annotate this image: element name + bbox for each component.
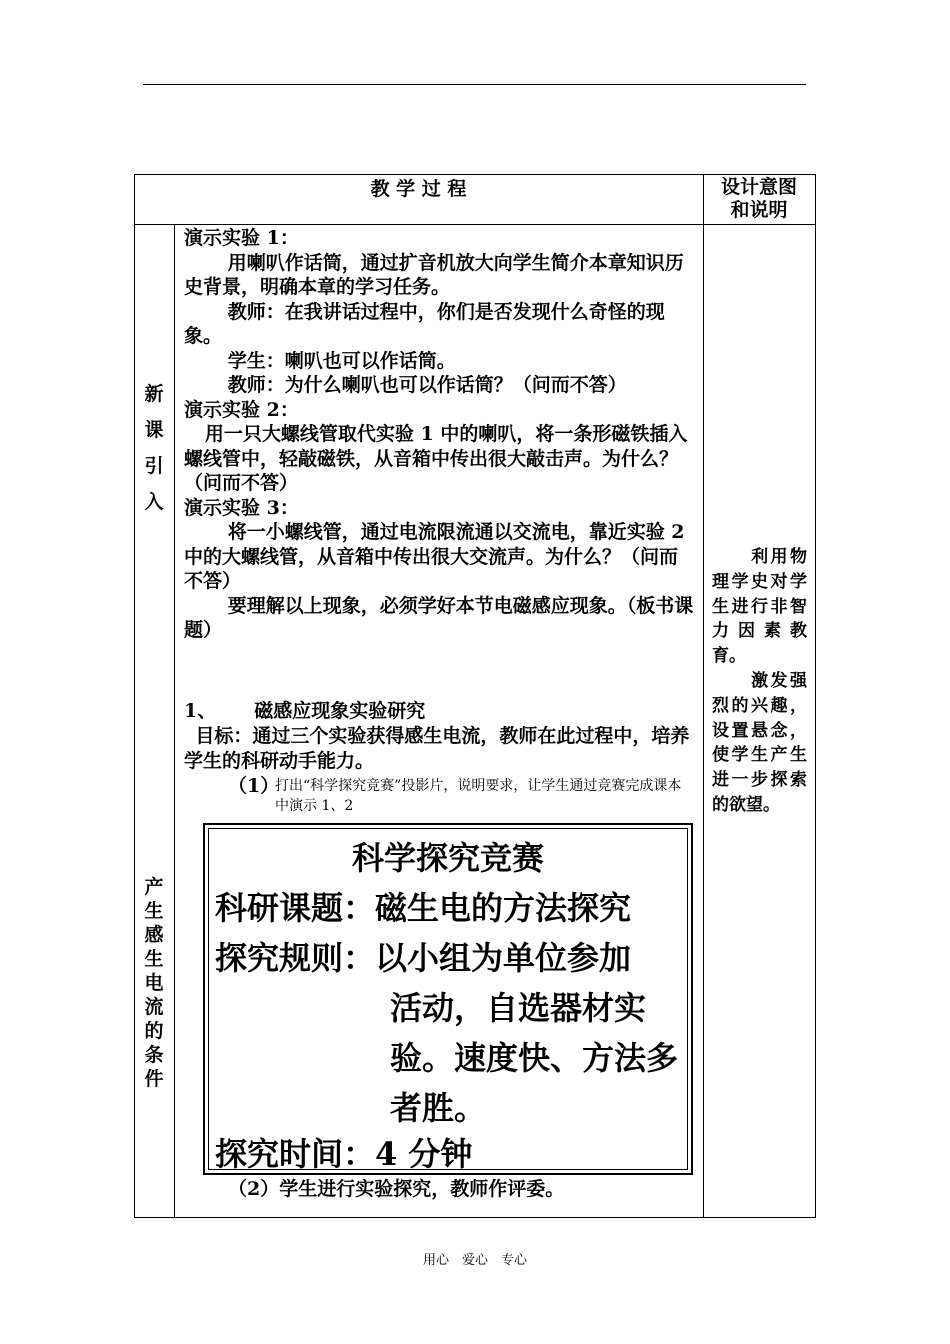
step1-label: （1） [228, 775, 280, 797]
contest-rules-line-1: 探究规则：以小组为单位参加 [215, 939, 632, 977]
contest-rules-line-2: 活动，自选器材实 [390, 989, 647, 1027]
section-label-intro: 新 课 引 入 [144, 383, 164, 513]
contest-time: 探究时间：4 分钟 [215, 1135, 473, 1173]
contest-rules-line-4: 者胜。 [390, 1089, 487, 1127]
demo1-title: 演示实验 1： [184, 227, 299, 249]
section1-number: 1、 [184, 700, 217, 722]
demo1-teacher-question: 教师：在我讲话过程中，你们是否发现什么奇怪的现象。 [184, 300, 665, 347]
step1-text: 打出“科学探究竞赛”投影片，说明要求，让学生通过竞赛完成课本中演示 1、2 [275, 778, 682, 814]
design-header-line-2: 和说明 [730, 199, 788, 221]
page-footer: 用心 爱心 专心 [422, 1253, 527, 1268]
demo1-teacher-followup: 教师：为什么喇叭也可以作话筒？（问而不答） [227, 374, 627, 396]
design-note-para-1: 利用物理学史对学生进行非智力因素教育。 [712, 547, 807, 667]
summary-text: 要理解以上现象，必须学好本节电磁感应现象。（板书课题） [184, 594, 694, 641]
section-label-condition: 产 生 感 生 电 流 的 条 件 [144, 876, 164, 1090]
step2-text: （2）学生进行实验探究，教师作评委。 [228, 1178, 565, 1200]
process-header [134, 176, 703, 222]
design-note-para-2: 激发强烈的兴趣，设置悬念，使学生产生进一步探索的欲望。 [712, 670, 807, 815]
lesson-content [184, 226, 696, 643]
design-header [703, 176, 815, 222]
goal-text: 目标：通过三个实验获得感生电流，教师在此过程中，培养学生的科研动手能力。 [184, 725, 690, 772]
page-header-rule [143, 84, 806, 85]
contest-title: 科学探究竞赛 [351, 839, 544, 877]
design-note [712, 545, 807, 818]
demo1-student-answer: 学生：喇叭也可以作话筒。 [227, 349, 456, 372]
process-header-title: 教 学 过 程 [370, 178, 467, 200]
section1-heading [184, 699, 696, 724]
contest-topic: 科研课题：磁生电的方法探究 [215, 889, 632, 927]
section1-title: 磁感应现象实验研究 [254, 700, 426, 722]
demo3-text: 将一小螺线管，通过电流限流通以交流电，靠近实验 2 中的大螺线管，从音箱中传出很大交流声。为什么？（问而不答） [184, 521, 685, 592]
demo2-text: 用一只大螺线管取代实验 1 中的喇叭，将一条形磁铁插入螺线管中，轻敲磁铁，从音箱中传出很大敲击声。为什么？（问而不答） [184, 423, 688, 494]
demo2-title: 演示实验 2： [184, 398, 299, 421]
contest-rules-line-3: 验。速度快、方法多 [390, 1039, 679, 1077]
demo1-text: 用喇叭作话筒，通过扩音机放大向学生简介本章知识历史背景，明确本章的学习任务。 [184, 251, 684, 298]
design-header-line-1: 设计意图 [720, 176, 797, 198]
contest-slide [203, 823, 693, 1175]
demo3-title: 演示实验 3： [184, 496, 299, 519]
